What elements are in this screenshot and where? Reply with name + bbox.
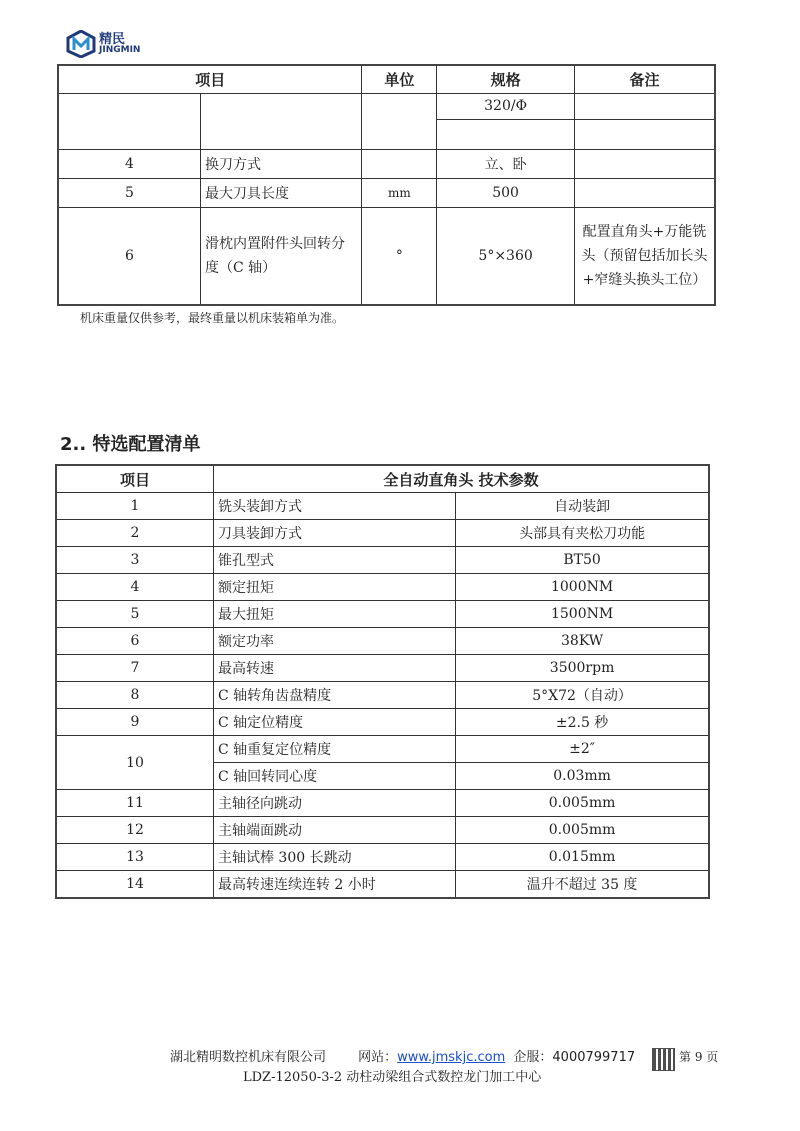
row-no: 5 <box>58 178 200 207</box>
row-no: 14 <box>56 871 213 899</box>
qr-code-icon <box>653 1049 674 1070</box>
footer-line1 <box>170 1046 635 1065</box>
table-row <box>56 547 709 574</box>
row-value: 1500NM <box>456 601 709 628</box>
row-note <box>574 149 715 178</box>
section-title: 2.. 特选配置清单 <box>60 434 201 455</box>
row-item: 滑枕内置附件头回转分度（C 轴） <box>200 207 361 305</box>
row-value: ±2.5 秒 <box>456 709 709 736</box>
row-unit: ° <box>362 207 437 305</box>
row-value: 0.005mm <box>456 790 709 817</box>
row-item: 最大扭矩 <box>213 601 455 628</box>
row-no: 5 <box>56 601 213 628</box>
row-no: 2 <box>56 520 213 547</box>
website-link[interactable]: www.jmskjc.com <box>397 1050 506 1065</box>
table-row <box>56 574 709 601</box>
row-unit <box>362 149 437 178</box>
table-row <box>56 790 709 817</box>
row-value: 0.03mm <box>456 763 709 790</box>
cell <box>437 119 575 149</box>
options-table <box>55 464 710 899</box>
header-spec: 规格 <box>437 65 575 93</box>
cell <box>574 93 715 119</box>
row-no: 7 <box>56 655 213 682</box>
spec-cell: 320/Φ <box>437 93 575 119</box>
table-row <box>56 736 709 763</box>
table-row <box>58 207 715 305</box>
table-row <box>56 628 709 655</box>
cell <box>362 93 437 149</box>
table-row <box>56 655 709 682</box>
row-unit: mm <box>362 178 437 207</box>
jingmin-logo-icon <box>66 30 96 58</box>
table-row <box>56 520 709 547</box>
table-row <box>56 844 709 871</box>
row-item: 主轴径向跳动 <box>213 790 455 817</box>
row-item: C 轴回转同心度 <box>213 763 455 790</box>
table-row <box>56 871 709 899</box>
table-row <box>56 817 709 844</box>
table-row <box>58 178 715 207</box>
company-logo <box>66 30 140 58</box>
row-value: 5°X72（自动） <box>456 682 709 709</box>
row-item: 主轴端面跳动 <box>213 817 455 844</box>
row-item: 最大刀具长度 <box>200 178 361 207</box>
header-unit: 单位 <box>362 65 437 93</box>
cell <box>200 93 361 149</box>
logo-text-en: JINGMIN <box>99 45 141 55</box>
row-item: 额定扭矩 <box>213 574 455 601</box>
cell <box>574 119 715 149</box>
row-note <box>574 178 715 207</box>
row-value: 1000NM <box>456 574 709 601</box>
row-item: 主轴试棒 300 长跳动 <box>213 844 455 871</box>
table-row <box>58 149 715 178</box>
row-no: 9 <box>56 709 213 736</box>
row-value: 3500rpm <box>456 655 709 682</box>
row-no: 12 <box>56 817 213 844</box>
row-item: C 轴定位精度 <box>213 709 455 736</box>
logo-text-cn: 精民 <box>99 32 126 47</box>
header-item: 项目 <box>58 65 362 93</box>
row-no: 6 <box>56 628 213 655</box>
footnote: 机床重量仅供参考，最终重量以机床装箱单为准。 <box>80 311 345 325</box>
row-no: 8 <box>56 682 213 709</box>
cell <box>58 93 200 149</box>
row-value: 温升不超过 35 度 <box>456 871 709 899</box>
row-no: 4 <box>58 149 200 178</box>
row-item: 最高转速 <box>213 655 455 682</box>
header-params: 全自动直角头 技术参数 <box>213 465 709 493</box>
row-value: 38KW <box>456 628 709 655</box>
table-row <box>56 709 709 736</box>
row-value: BT50 <box>456 547 709 574</box>
service-label: 企服： <box>513 1050 553 1065</box>
row-no: 13 <box>56 844 213 871</box>
row-value: 自动装卸 <box>456 493 709 520</box>
row-item: 额定功率 <box>213 628 455 655</box>
row-item: C 轴重复定位精度 <box>213 736 455 763</box>
service-number: 4000799717 <box>552 1050 636 1065</box>
row-value: ±2″ <box>456 736 709 763</box>
row-value: 0.005mm <box>456 817 709 844</box>
row-item: 换刀方式 <box>200 149 361 178</box>
table-row <box>56 601 709 628</box>
row-item: 锥孔型式 <box>213 547 455 574</box>
table-row <box>56 493 709 520</box>
footer-company: 湖北精明数控机床有限公司 <box>170 1050 327 1065</box>
header-note: 备注 <box>574 65 715 93</box>
row-item: 最高转速连续连转 2 小时 <box>213 871 455 899</box>
row-item: 刀具装卸方式 <box>213 520 455 547</box>
row-no: 6 <box>58 207 200 305</box>
row-no: 11 <box>56 790 213 817</box>
header-item: 项目 <box>56 465 213 493</box>
spec-table <box>57 64 716 306</box>
row-no: 3 <box>56 547 213 574</box>
row-spec: 500 <box>437 178 575 207</box>
row-item: 铣头装卸方式 <box>213 493 455 520</box>
footer-doc-title: LDZ-12050-3-2 动柱动梁组合式数控龙门加工中心 <box>243 1070 542 1085</box>
page-number: 第 9 页 <box>679 1050 719 1064</box>
table-row <box>56 682 709 709</box>
row-note: 配置直角头+万能铣头（预留包括加长头+窄缝头换头工位） <box>574 207 715 305</box>
row-value: 头部具有夹松刀功能 <box>456 520 709 547</box>
row-no: 4 <box>56 574 213 601</box>
row-no: 10 <box>56 736 213 790</box>
website-label: 网站： <box>358 1050 398 1065</box>
row-spec: 5°×360 <box>437 207 575 305</box>
row-item: C 轴转角齿盘精度 <box>213 682 455 709</box>
row-no: 1 <box>56 493 213 520</box>
row-value: 0.015mm <box>456 844 709 871</box>
row-spec: 立、卧 <box>437 149 575 178</box>
